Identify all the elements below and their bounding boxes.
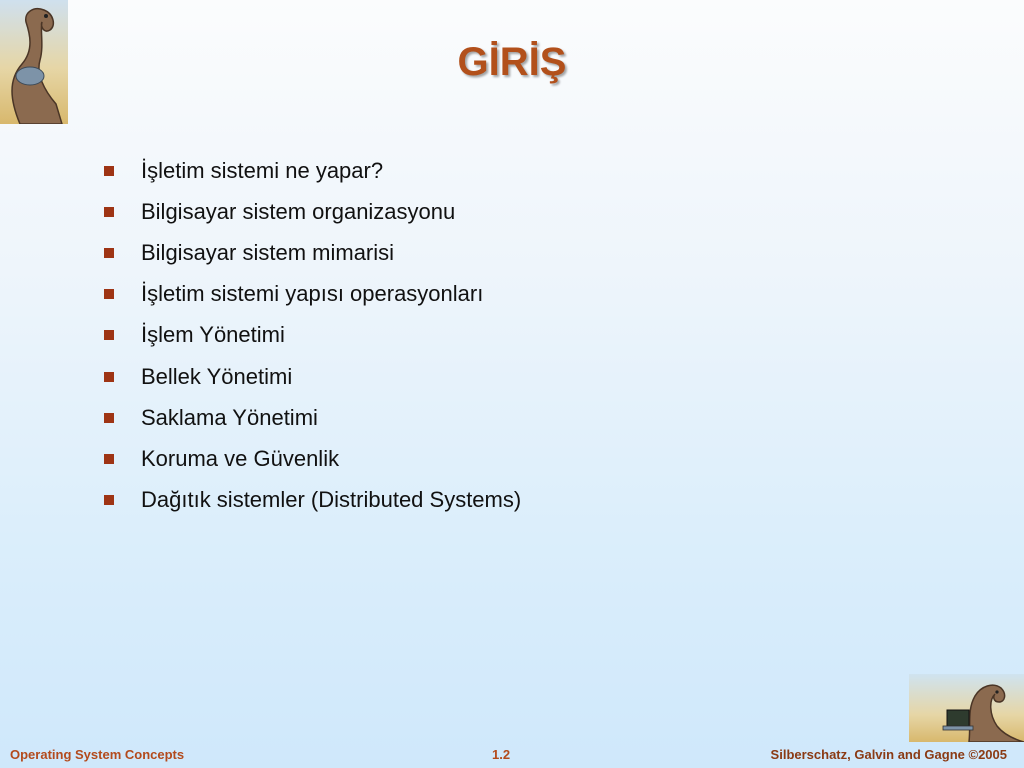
slide-number: 1.2 <box>492 747 511 762</box>
bullet-square-icon <box>104 454 114 464</box>
bullet-square-icon <box>104 495 114 505</box>
list-item: Koruma ve Güvenlik <box>104 438 521 479</box>
page-title: GİRİŞ <box>457 40 567 84</box>
bullet-square-icon <box>104 289 114 299</box>
bullet-square-icon <box>104 166 114 176</box>
bullet-square-icon <box>104 248 114 258</box>
list-item: İşletim sistemi ne yapar? <box>104 150 521 191</box>
footer-authors: Silberschatz, Galvin and Gagne ©2005 <box>770 747 1007 762</box>
bullet-square-icon <box>104 330 114 340</box>
list-item: Bellek Yönetimi <box>104 356 521 397</box>
list-item: Dağıtık sistemler (Distributed Systems) <box>104 480 521 521</box>
bullet-square-icon <box>104 413 114 423</box>
bullet-list <box>104 150 521 521</box>
bullet-square-icon <box>104 372 114 382</box>
list-item: İşletim sistemi yapısı operasyonları <box>104 274 521 315</box>
footer-book-title: Operating System Concepts <box>10 747 185 762</box>
bullet-square-icon <box>104 207 114 217</box>
dinosaur-laptop-icon <box>909 674 1024 742</box>
list-item: Bilgisayar sistem organizasyonu <box>104 191 521 232</box>
list-item: Bilgisayar sistem mimarisi <box>104 232 521 273</box>
list-item: Saklama Yönetimi <box>104 397 521 438</box>
list-item: İşlem Yönetimi <box>104 315 521 356</box>
